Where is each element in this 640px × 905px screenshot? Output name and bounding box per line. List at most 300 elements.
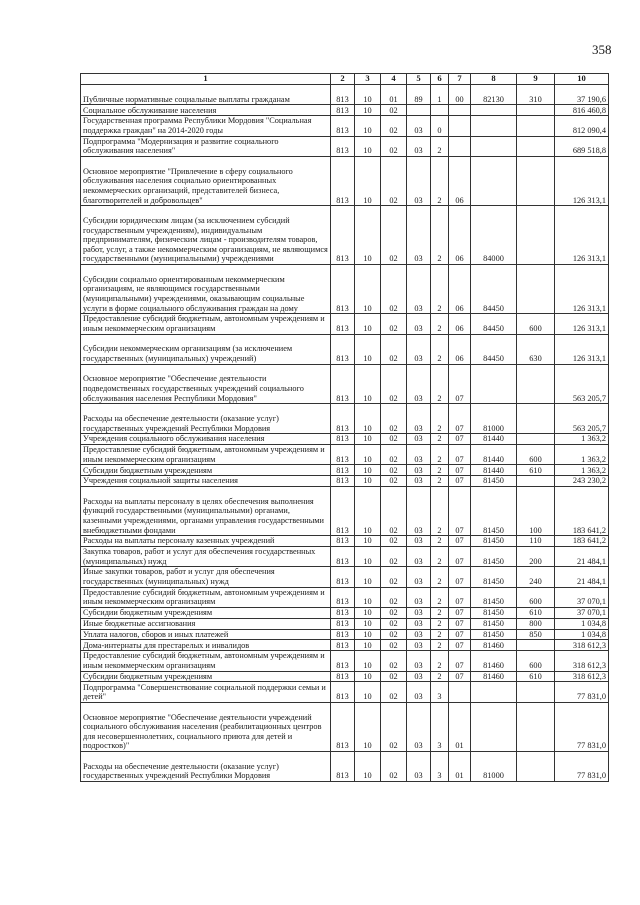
table-row bbox=[81, 640, 609, 651]
cell-subsection: 02 bbox=[381, 156, 407, 205]
cell-name: Основное мероприятие "Привлечение в сферу социального обслуживания населения социально ориентированных некоммерческих организаций, представителей бизнеса, благотворителей и добровольцев" bbox=[81, 156, 331, 205]
cell-name: Субсидии бюджетным учреждениям bbox=[81, 671, 331, 682]
cell-subprogram: 2 bbox=[431, 608, 449, 619]
cell-name: Расходы на выплаты персоналу в целях обеспечения выполнения функций государственными (муниципальными) органами, казенными учреждениями, органами управления государственными внебюджетными фондами bbox=[81, 486, 331, 535]
cell-amount: 126 313,1 bbox=[555, 206, 609, 265]
cell-amount: 1 363,2 bbox=[555, 444, 609, 464]
cell-subsection: 02 bbox=[381, 334, 407, 364]
cell-subprogram: 2 bbox=[431, 651, 449, 671]
cell-subsection: 02 bbox=[381, 618, 407, 629]
cell-measure: 01 bbox=[449, 752, 471, 782]
cell-chapter: 813 bbox=[331, 85, 355, 105]
cell-subprogram: 2 bbox=[431, 618, 449, 629]
column-header-3: 3 bbox=[355, 74, 381, 85]
cell-measure: 06 bbox=[449, 206, 471, 265]
cell-name: Предоставление субсидий бюджетным, автономным учреждениям и иным некоммерческим организациям bbox=[81, 444, 331, 464]
cell-subsection: 02 bbox=[381, 206, 407, 265]
cell-chapter: 813 bbox=[331, 536, 355, 547]
cell-direction: 81450 bbox=[471, 608, 517, 619]
table-row bbox=[81, 314, 609, 334]
cell-measure: 07 bbox=[449, 465, 471, 476]
cell-amount: 37 190,6 bbox=[555, 85, 609, 105]
cell-measure: 06 bbox=[449, 264, 471, 313]
cell-name: Субсидии бюджетным учреждениям bbox=[81, 465, 331, 476]
cell-subsection: 02 bbox=[381, 536, 407, 547]
cell-name: Социальное обслуживание населения bbox=[81, 105, 331, 116]
table-row bbox=[81, 136, 609, 156]
cell-direction: 81440 bbox=[471, 465, 517, 476]
cell-section: 10 bbox=[355, 404, 381, 434]
column-header-5: 5 bbox=[407, 74, 431, 85]
cell-direction: 81450 bbox=[471, 486, 517, 535]
cell-expense-type: 600 bbox=[517, 651, 555, 671]
cell-section: 10 bbox=[355, 671, 381, 682]
cell-subsection: 02 bbox=[381, 476, 407, 487]
cell-amount: 689 518,8 bbox=[555, 136, 609, 156]
cell-program: 03 bbox=[407, 364, 431, 404]
cell-section: 10 bbox=[355, 702, 381, 751]
cell-section: 10 bbox=[355, 486, 381, 535]
cell-expense-type: 600 bbox=[517, 314, 555, 334]
cell-chapter: 813 bbox=[331, 206, 355, 265]
table-row bbox=[81, 156, 609, 205]
table-row bbox=[81, 629, 609, 640]
cell-chapter: 813 bbox=[331, 629, 355, 640]
cell-chapter: 813 bbox=[331, 116, 355, 136]
cell-name: Государственная программа Республики Мордовия "Социальная поддержка граждан" на 2014-2020 годы bbox=[81, 116, 331, 136]
cell-name: Подпрограмма "Совершенствование социальной поддержки семьи и детей" bbox=[81, 682, 331, 702]
cell-measure: 07 bbox=[449, 364, 471, 404]
cell-name: Предоставление субсидий бюджетным, автономным учреждениям и иным некоммерческим организациям bbox=[81, 587, 331, 607]
cell-measure: 07 bbox=[449, 434, 471, 445]
cell-expense-type: 100 bbox=[517, 486, 555, 535]
cell-section: 10 bbox=[355, 364, 381, 404]
cell-subsection: 02 bbox=[381, 587, 407, 607]
cell-expense-type bbox=[517, 156, 555, 205]
table-row bbox=[81, 702, 609, 751]
cell-amount: 1 363,2 bbox=[555, 465, 609, 476]
cell-program: 03 bbox=[407, 702, 431, 751]
cell-name: Публичные нормативные социальные выплаты гражданам bbox=[81, 85, 331, 105]
cell-amount: 126 313,1 bbox=[555, 334, 609, 364]
cell-expense-type: 610 bbox=[517, 465, 555, 476]
cell-amount: 812 090,4 bbox=[555, 116, 609, 136]
cell-name: Расходы на выплаты персоналу казенных учреждений bbox=[81, 536, 331, 547]
cell-amount: 816 460,8 bbox=[555, 105, 609, 116]
column-header-1: 1 bbox=[81, 74, 331, 85]
table-row bbox=[81, 404, 609, 434]
cell-direction: 81460 bbox=[471, 671, 517, 682]
cell-expense-type: 310 bbox=[517, 85, 555, 105]
cell-program: 03 bbox=[407, 752, 431, 782]
cell-measure: 07 bbox=[449, 444, 471, 464]
cell-direction: 81460 bbox=[471, 651, 517, 671]
cell-program: 03 bbox=[407, 444, 431, 464]
cell-program: 03 bbox=[407, 682, 431, 702]
cell-subprogram: 3 bbox=[431, 682, 449, 702]
cell-direction bbox=[471, 364, 517, 404]
cell-subsection: 02 bbox=[381, 264, 407, 313]
table-row bbox=[81, 476, 609, 487]
cell-program: 03 bbox=[407, 536, 431, 547]
cell-name: Закупка товаров, работ и услуг для обеспечения государственных (муниципальных) нужд bbox=[81, 546, 331, 566]
cell-subprogram: 2 bbox=[431, 314, 449, 334]
cell-subprogram: 2 bbox=[431, 334, 449, 364]
cell-program: 03 bbox=[407, 486, 431, 535]
cell-measure: 07 bbox=[449, 546, 471, 566]
cell-direction: 81450 bbox=[471, 476, 517, 487]
cell-amount: 1 363,2 bbox=[555, 434, 609, 445]
cell-chapter: 813 bbox=[331, 364, 355, 404]
cell-chapter: 813 bbox=[331, 476, 355, 487]
cell-amount: 318 612,3 bbox=[555, 671, 609, 682]
cell-name: Учреждения социальной защиты населения bbox=[81, 476, 331, 487]
table-row bbox=[81, 334, 609, 364]
cell-subsection: 02 bbox=[381, 364, 407, 404]
cell-section: 10 bbox=[355, 618, 381, 629]
cell-section: 10 bbox=[355, 136, 381, 156]
cell-program: 03 bbox=[407, 640, 431, 651]
cell-chapter: 813 bbox=[331, 587, 355, 607]
cell-measure: 07 bbox=[449, 587, 471, 607]
budget-table bbox=[80, 73, 609, 782]
cell-measure: 07 bbox=[449, 640, 471, 651]
cell-subprogram: 2 bbox=[431, 434, 449, 445]
cell-subsection: 02 bbox=[381, 434, 407, 445]
cell-direction: 84450 bbox=[471, 334, 517, 364]
cell-amount: 1 034,8 bbox=[555, 618, 609, 629]
cell-section: 10 bbox=[355, 608, 381, 619]
cell-direction: 84450 bbox=[471, 314, 517, 334]
cell-name: Субсидии социально ориентированным некоммерческим организациям, не являющимся государственными (муниципальными) учреждениями, оказывающим социальные услуги в форме социального обслуживания граждан на дому bbox=[81, 264, 331, 313]
cell-section: 10 bbox=[355, 116, 381, 136]
cell-subsection: 02 bbox=[381, 671, 407, 682]
cell-measure: 07 bbox=[449, 486, 471, 535]
cell-measure: 07 bbox=[449, 567, 471, 587]
cell-direction bbox=[471, 702, 517, 751]
cell-expense-type bbox=[517, 364, 555, 404]
cell-name: Расходы на обеспечение деятельности (оказание услуг) государственных учреждений Республики Мордовия bbox=[81, 752, 331, 782]
cell-program: 03 bbox=[407, 434, 431, 445]
cell-name: Учреждения социального обслуживания населения bbox=[81, 434, 331, 445]
cell-measure: 07 bbox=[449, 671, 471, 682]
cell-chapter: 813 bbox=[331, 671, 355, 682]
table-row bbox=[81, 264, 609, 313]
cell-amount: 126 313,1 bbox=[555, 264, 609, 313]
table-row bbox=[81, 206, 609, 265]
cell-subprogram: 2 bbox=[431, 567, 449, 587]
cell-subprogram: 2 bbox=[431, 629, 449, 640]
column-header-10: 10 bbox=[555, 74, 609, 85]
cell-expense-type: 600 bbox=[517, 587, 555, 607]
cell-chapter: 813 bbox=[331, 752, 355, 782]
cell-measure: 07 bbox=[449, 476, 471, 487]
cell-program: 03 bbox=[407, 629, 431, 640]
cell-measure: 07 bbox=[449, 618, 471, 629]
cell-expense-type bbox=[517, 264, 555, 313]
cell-chapter: 813 bbox=[331, 702, 355, 751]
cell-subprogram: 2 bbox=[431, 364, 449, 404]
cell-direction: 81450 bbox=[471, 546, 517, 566]
cell-expense-type: 610 bbox=[517, 608, 555, 619]
cell-subsection: 02 bbox=[381, 314, 407, 334]
cell-subsection: 02 bbox=[381, 105, 407, 116]
cell-program: 03 bbox=[407, 206, 431, 265]
table-header bbox=[81, 74, 609, 85]
cell-name: Иные закупки товаров, работ и услуг для обеспечения государственных (муниципальных) нужд bbox=[81, 567, 331, 587]
cell-subprogram: 2 bbox=[431, 587, 449, 607]
cell-section: 10 bbox=[355, 567, 381, 587]
cell-amount: 77 831,0 bbox=[555, 702, 609, 751]
cell-measure: 07 bbox=[449, 651, 471, 671]
cell-expense-type bbox=[517, 476, 555, 487]
cell-expense-type bbox=[517, 105, 555, 116]
cell-chapter: 813 bbox=[331, 651, 355, 671]
cell-section: 10 bbox=[355, 546, 381, 566]
cell-program: 03 bbox=[407, 116, 431, 136]
table-row bbox=[81, 546, 609, 566]
cell-expense-type: 800 bbox=[517, 618, 555, 629]
cell-amount: 77 831,0 bbox=[555, 682, 609, 702]
cell-direction: 81450 bbox=[471, 587, 517, 607]
cell-subsection: 02 bbox=[381, 567, 407, 587]
cell-subprogram: 0 bbox=[431, 116, 449, 136]
cell-program: 03 bbox=[407, 136, 431, 156]
cell-direction: 81440 bbox=[471, 444, 517, 464]
cell-direction: 81450 bbox=[471, 618, 517, 629]
cell-name: Дома-интернаты для престарелых и инвалидов bbox=[81, 640, 331, 651]
header-row bbox=[81, 74, 609, 85]
cell-direction: 82130 bbox=[471, 85, 517, 105]
cell-measure bbox=[449, 136, 471, 156]
cell-direction: 84000 bbox=[471, 206, 517, 265]
cell-subprogram: 2 bbox=[431, 476, 449, 487]
cell-chapter: 813 bbox=[331, 608, 355, 619]
cell-section: 10 bbox=[355, 682, 381, 702]
column-header-8: 8 bbox=[471, 74, 517, 85]
cell-subprogram: 2 bbox=[431, 640, 449, 651]
cell-section: 10 bbox=[355, 752, 381, 782]
cell-program: 03 bbox=[407, 404, 431, 434]
cell-amount: 563 205,7 bbox=[555, 364, 609, 404]
cell-measure bbox=[449, 682, 471, 702]
cell-amount: 183 641,2 bbox=[555, 536, 609, 547]
table-row bbox=[81, 434, 609, 445]
cell-expense-type bbox=[517, 640, 555, 651]
cell-direction bbox=[471, 105, 517, 116]
table-row bbox=[81, 618, 609, 629]
cell-measure: 06 bbox=[449, 334, 471, 364]
cell-subprogram bbox=[431, 105, 449, 116]
table-row bbox=[81, 608, 609, 619]
cell-expense-type: 600 bbox=[517, 444, 555, 464]
page-number: 358 bbox=[592, 42, 612, 57]
cell-expense-type: 610 bbox=[517, 671, 555, 682]
cell-program: 03 bbox=[407, 618, 431, 629]
column-header-7: 7 bbox=[449, 74, 471, 85]
cell-subprogram: 2 bbox=[431, 465, 449, 476]
cell-amount: 183 641,2 bbox=[555, 486, 609, 535]
cell-section: 10 bbox=[355, 651, 381, 671]
cell-section: 10 bbox=[355, 536, 381, 547]
cell-subprogram: 2 bbox=[431, 671, 449, 682]
cell-amount: 77 831,0 bbox=[555, 752, 609, 782]
cell-chapter: 813 bbox=[331, 682, 355, 702]
cell-measure: 07 bbox=[449, 404, 471, 434]
cell-subsection: 02 bbox=[381, 608, 407, 619]
cell-direction bbox=[471, 116, 517, 136]
cell-expense-type bbox=[517, 116, 555, 136]
table-row bbox=[81, 465, 609, 476]
cell-subsection: 02 bbox=[381, 136, 407, 156]
cell-program: 03 bbox=[407, 608, 431, 619]
cell-subsection: 02 bbox=[381, 116, 407, 136]
cell-subsection: 02 bbox=[381, 640, 407, 651]
cell-expense-type bbox=[517, 404, 555, 434]
table-row bbox=[81, 682, 609, 702]
column-header-9: 9 bbox=[517, 74, 555, 85]
cell-chapter: 813 bbox=[331, 618, 355, 629]
cell-subsection: 02 bbox=[381, 444, 407, 464]
cell-chapter: 813 bbox=[331, 444, 355, 464]
cell-direction: 81450 bbox=[471, 567, 517, 587]
cell-section: 10 bbox=[355, 587, 381, 607]
cell-chapter: 813 bbox=[331, 156, 355, 205]
cell-amount: 1 034,8 bbox=[555, 629, 609, 640]
cell-direction: 84450 bbox=[471, 264, 517, 313]
cell-direction bbox=[471, 136, 517, 156]
table-row bbox=[81, 752, 609, 782]
cell-expense-type bbox=[517, 206, 555, 265]
cell-expense-type bbox=[517, 136, 555, 156]
cell-program: 03 bbox=[407, 651, 431, 671]
cell-amount: 243 230,2 bbox=[555, 476, 609, 487]
cell-direction bbox=[471, 682, 517, 702]
table-row bbox=[81, 85, 609, 105]
cell-section: 10 bbox=[355, 85, 381, 105]
cell-amount: 37 070,1 bbox=[555, 587, 609, 607]
cell-expense-type: 200 bbox=[517, 546, 555, 566]
cell-direction: 81450 bbox=[471, 629, 517, 640]
cell-program: 03 bbox=[407, 476, 431, 487]
cell-section: 10 bbox=[355, 334, 381, 364]
cell-expense-type: 110 bbox=[517, 536, 555, 547]
cell-subsection: 02 bbox=[381, 651, 407, 671]
cell-name: Подпрограмма "Модернизация и развитие социального обслуживания населения" bbox=[81, 136, 331, 156]
cell-subprogram: 2 bbox=[431, 444, 449, 464]
cell-subprogram: 2 bbox=[431, 536, 449, 547]
cell-program: 03 bbox=[407, 546, 431, 566]
column-header-6: 6 bbox=[431, 74, 449, 85]
cell-chapter: 813 bbox=[331, 314, 355, 334]
cell-chapter: 813 bbox=[331, 105, 355, 116]
cell-measure: 07 bbox=[449, 629, 471, 640]
cell-program: 03 bbox=[407, 264, 431, 313]
cell-subprogram: 1 bbox=[431, 85, 449, 105]
cell-program: 03 bbox=[407, 334, 431, 364]
cell-chapter: 813 bbox=[331, 640, 355, 651]
cell-program: 03 bbox=[407, 156, 431, 205]
cell-subprogram: 2 bbox=[431, 486, 449, 535]
cell-amount: 126 313,1 bbox=[555, 314, 609, 334]
cell-name: Субсидии бюджетным учреждениям bbox=[81, 608, 331, 619]
cell-direction bbox=[471, 156, 517, 205]
cell-expense-type bbox=[517, 752, 555, 782]
cell-measure: 01 bbox=[449, 702, 471, 751]
cell-program: 03 bbox=[407, 314, 431, 334]
cell-subsection: 02 bbox=[381, 682, 407, 702]
cell-amount: 126 313,1 bbox=[555, 156, 609, 205]
cell-subprogram: 2 bbox=[431, 404, 449, 434]
cell-measure: 07 bbox=[449, 608, 471, 619]
table-row bbox=[81, 651, 609, 671]
table-row bbox=[81, 116, 609, 136]
cell-program: 03 bbox=[407, 587, 431, 607]
cell-subprogram: 2 bbox=[431, 206, 449, 265]
cell-expense-type: 850 bbox=[517, 629, 555, 640]
table-row bbox=[81, 536, 609, 547]
cell-direction: 81000 bbox=[471, 404, 517, 434]
cell-subsection: 02 bbox=[381, 465, 407, 476]
cell-amount: 21 484,1 bbox=[555, 546, 609, 566]
cell-name: Уплата налогов, сборов и иных платежей bbox=[81, 629, 331, 640]
cell-section: 10 bbox=[355, 206, 381, 265]
cell-expense-type bbox=[517, 682, 555, 702]
cell-chapter: 813 bbox=[331, 404, 355, 434]
cell-program: 03 bbox=[407, 567, 431, 587]
cell-direction: 81460 bbox=[471, 640, 517, 651]
cell-measure: 06 bbox=[449, 156, 471, 205]
cell-subsection: 02 bbox=[381, 629, 407, 640]
table-row bbox=[81, 486, 609, 535]
cell-subsection: 02 bbox=[381, 404, 407, 434]
cell-chapter: 813 bbox=[331, 136, 355, 156]
table-body bbox=[81, 85, 609, 782]
cell-subsection: 02 bbox=[381, 702, 407, 751]
table-row bbox=[81, 567, 609, 587]
cell-program: 89 bbox=[407, 85, 431, 105]
cell-subprogram: 2 bbox=[431, 156, 449, 205]
cell-section: 10 bbox=[355, 434, 381, 445]
cell-name: Иные бюджетные ассигнования bbox=[81, 618, 331, 629]
cell-chapter: 813 bbox=[331, 434, 355, 445]
cell-measure bbox=[449, 105, 471, 116]
cell-name: Предоставление субсидий бюджетным, автономным учреждениям и иным некоммерческим организациям bbox=[81, 651, 331, 671]
cell-amount: 563 205,7 bbox=[555, 404, 609, 434]
cell-subsection: 02 bbox=[381, 752, 407, 782]
cell-amount: 21 484,1 bbox=[555, 567, 609, 587]
cell-subprogram: 2 bbox=[431, 264, 449, 313]
cell-section: 10 bbox=[355, 105, 381, 116]
cell-section: 10 bbox=[355, 465, 381, 476]
cell-section: 10 bbox=[355, 476, 381, 487]
cell-measure: 00 bbox=[449, 85, 471, 105]
cell-section: 10 bbox=[355, 640, 381, 651]
cell-amount: 37 070,1 bbox=[555, 608, 609, 619]
cell-subsection: 02 bbox=[381, 546, 407, 566]
cell-direction: 81000 bbox=[471, 752, 517, 782]
table-row bbox=[81, 444, 609, 464]
cell-subprogram: 3 bbox=[431, 752, 449, 782]
cell-chapter: 813 bbox=[331, 567, 355, 587]
cell-chapter: 813 bbox=[331, 486, 355, 535]
column-header-2: 2 bbox=[331, 74, 355, 85]
cell-chapter: 813 bbox=[331, 264, 355, 313]
cell-section: 10 bbox=[355, 444, 381, 464]
cell-subprogram: 2 bbox=[431, 136, 449, 156]
cell-measure bbox=[449, 116, 471, 136]
cell-expense-type bbox=[517, 702, 555, 751]
